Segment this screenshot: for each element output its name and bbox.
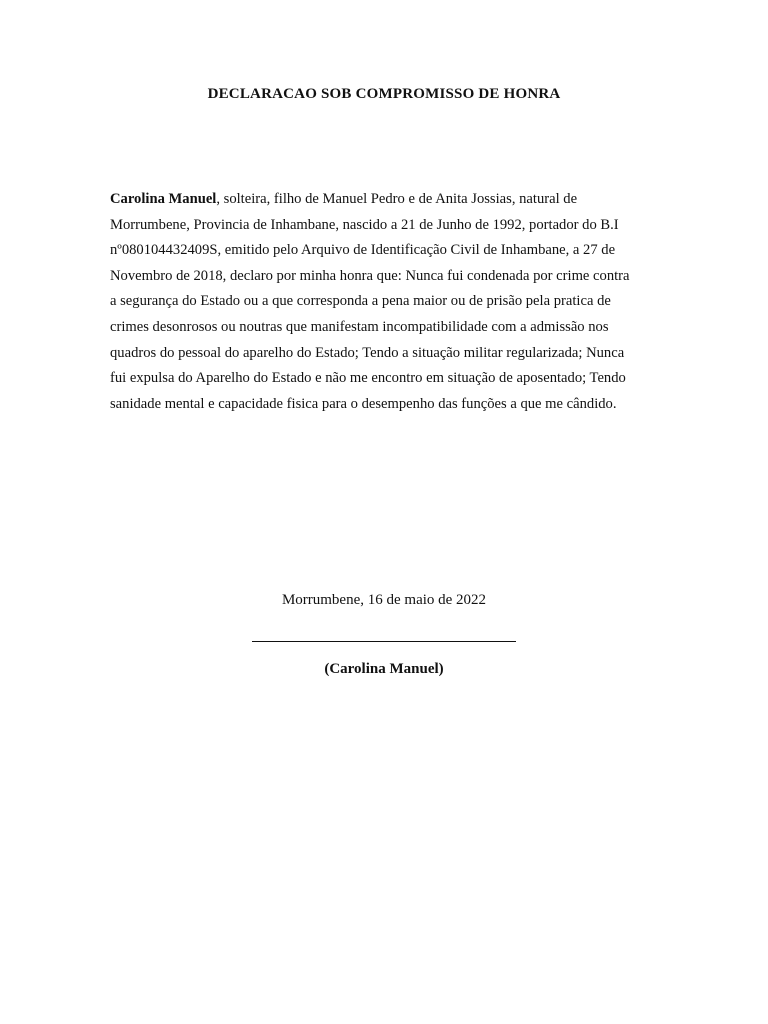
declaration-paragraph <box>110 187 630 417</box>
signer-name: (Carolina Manuel) <box>324 661 444 677</box>
signature-line <box>252 641 516 642</box>
document-title: DECLARACAO SOB COMPROMISSO DE HONRA <box>207 86 561 102</box>
declarant-name: Carolina Manuel <box>110 191 217 207</box>
place-and-date: Morrumbene, 16 de maio de 2022 <box>281 592 487 608</box>
declaration-text: , solteira, filho de Manuel Pedro e de Anita Jossias, natural de Morrumbene, Provincia de Inhambane, nascido a 21 de Junho de 1992, portador do B.I nº080104432409S, emitido pelo Arquivo de Identificação Civil de Inhambane, a 27 de Novembro de 2018, declaro por minha honra que: Nunca fui condenada por crime contra a segurança do Estado ou a que corresponda a pena maior ou de prisão pela pratica de crimes desonrosos ou noutras que manifestam incompatibilidade com a admissão nos quadros do pessoal do aparelho do Estado; Tendo a situação militar regularizada; Nunca fui expulsa do Aparelho do Estado e não me encontro em situação de aposentado; Tendo sanidade mental e capacidade fisica para o desempenho das funções a que me cândido. <box>110 191 630 412</box>
